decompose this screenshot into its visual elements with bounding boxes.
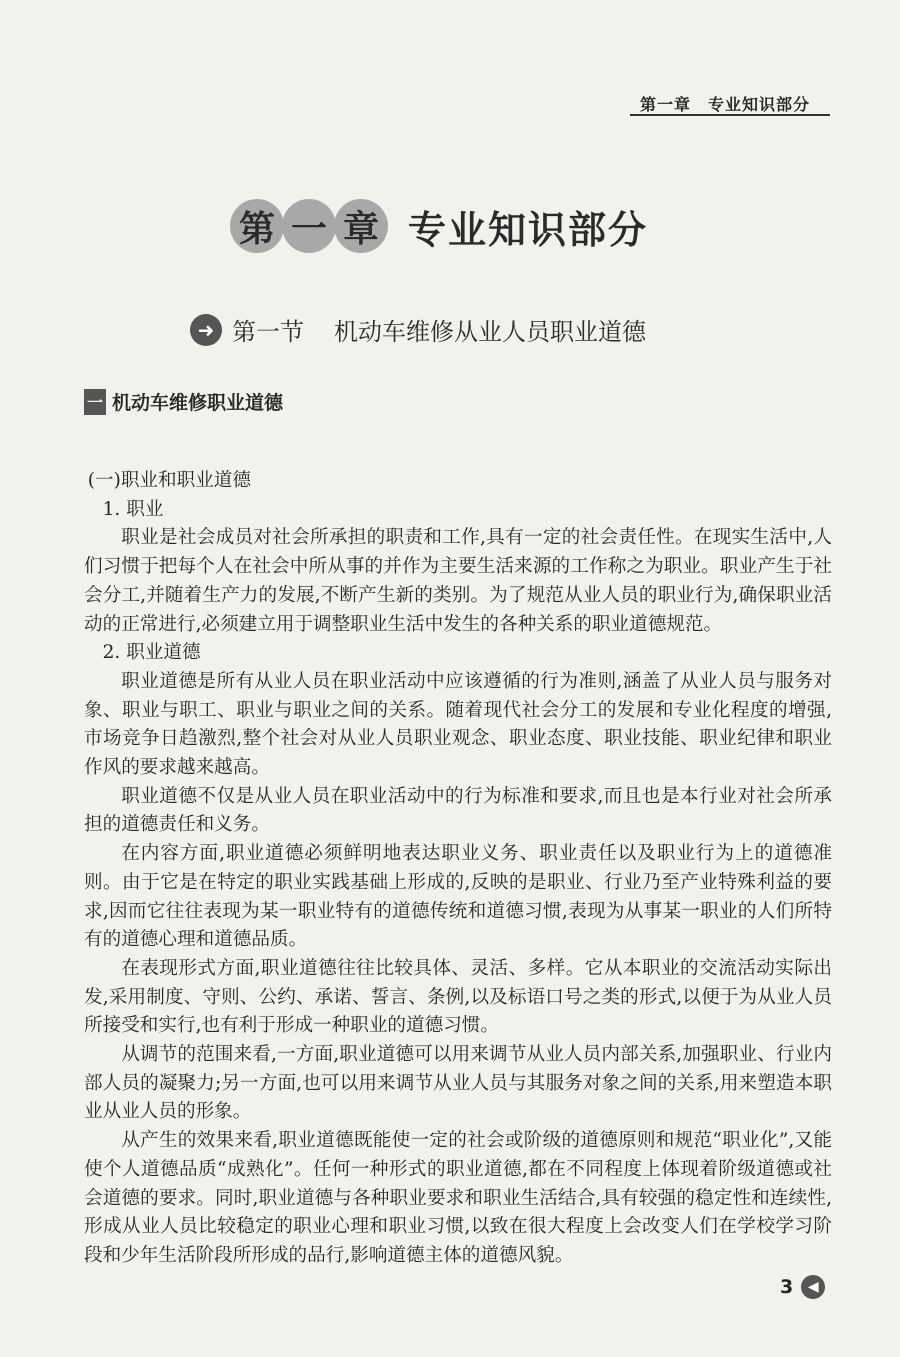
chapter-char: 章 [334, 199, 388, 253]
section-title: 机动车维修从业人员职业道德 [334, 318, 646, 346]
running-head-rule [630, 114, 830, 116]
running-head: 第一章 专业知识部分 [640, 95, 811, 114]
body-text [84, 467, 832, 1271]
section-number: 第一节 [232, 318, 304, 346]
paragraph: 在内容方面,职业道德必须鲜明地表达职业义务、职业责任以及职业行为上的道德准则。由于它是在特定的职业实践基础上形成的,反映的是职业、行业乃至产业特殊利益的要求,因而它往往表现为某一职业特有的道德传统和道德习惯,表现为从事某一职业的人们所特有的道德心理和道德品质。 [84, 843, 832, 951]
chapter-char: 第 [230, 199, 284, 253]
page-number-text: 3 [780, 1276, 794, 1298]
chapter-char: 一 [282, 199, 336, 253]
page-number [780, 1275, 825, 1299]
heading-level3: (一)职业和职业道德 [87, 470, 251, 491]
subsection-heading [84, 388, 283, 415]
arrow-right-icon: ➜ [190, 314, 222, 346]
paragraph: 从产生的效果来看,职业道德既能使一定的社会或阶级的道德原则和规范“职业化”,又能使个人道德品质“成熟化”。任何一种形式的职业道德,都在不同程度上体现着阶级道德或社会道德的要求。同时,职业道德与各种职业要求和职业生活结合,具有较强的稳定性和连续性,形成从业人员比较稳定的职业心理和职业习惯,以致在很大程度上会改变人们在学校学习阶段和少年生活阶段所形成的品行,影响道德主体的道德风貌。 [84, 1130, 832, 1266]
arrow-left-icon: ◀ [801, 1275, 825, 1299]
paragraph: 职业是社会成员对社会所承担的职责和工作,具有一定的社会责任性。在现实生活中,人们习惯于把每个人在社会中所从事的并作为主要生活来源的工作称之为职业。职业产生于社会分工,并随着生产力的发展,不断产生新的类别。为了规范从业人员的职业行为,确保职业活动的正常进行,必须建立用于调整职业生活中发生的各种关系的职业道德规范。 [84, 527, 832, 635]
paragraph: 职业道德是所有从业人员在职业活动中应该遵循的行为准则,涵盖了从业人员与服务对象、职业与职工、职业与职业之间的关系。随着现代社会分工的发展和专业化程度的增强,市场竞争日趋激烈,整个社会对从业人员职业观念、职业态度、职业技能、职业纪律和职业作风的要求越来越高。 [84, 670, 832, 779]
chapter-title: 专业知识部分 [408, 207, 649, 252]
section-heading [190, 312, 646, 347]
heading-level4: 2. 职业道德 [102, 642, 201, 664]
paragraph: 职业道德不仅是从业人员在职业活动中的行为标准和要求,而且也是本行业对社会所承担的道德责任和义务。 [84, 785, 832, 836]
paragraph: 在表现形式方面,职业道德往往比较具体、灵活、多样。它从本职业的交流活动实际出发,采用制度、守则、公约、承诺、誓言、条例,以及标语口号之类的形式,以便于为从业人员所接受和实行,也有利于形成一种职业的道德习惯。 [84, 957, 832, 1037]
chapter-heading [230, 196, 648, 256]
heading-level4: 1. 职业 [102, 498, 164, 520]
subsection-marker: 一 [84, 389, 106, 415]
subsection-title: 机动车维修职业道德 [112, 392, 284, 414]
paragraph: 从调节的范围来看,一方面,职业道德可以用来调节从业人员内部关系,加强职业、行业内部人员的凝聚力;另一方面,也可以用来调节从业人员与其服务对象之间的关系,用来塑造本职业从业人员的形象。 [84, 1044, 832, 1123]
